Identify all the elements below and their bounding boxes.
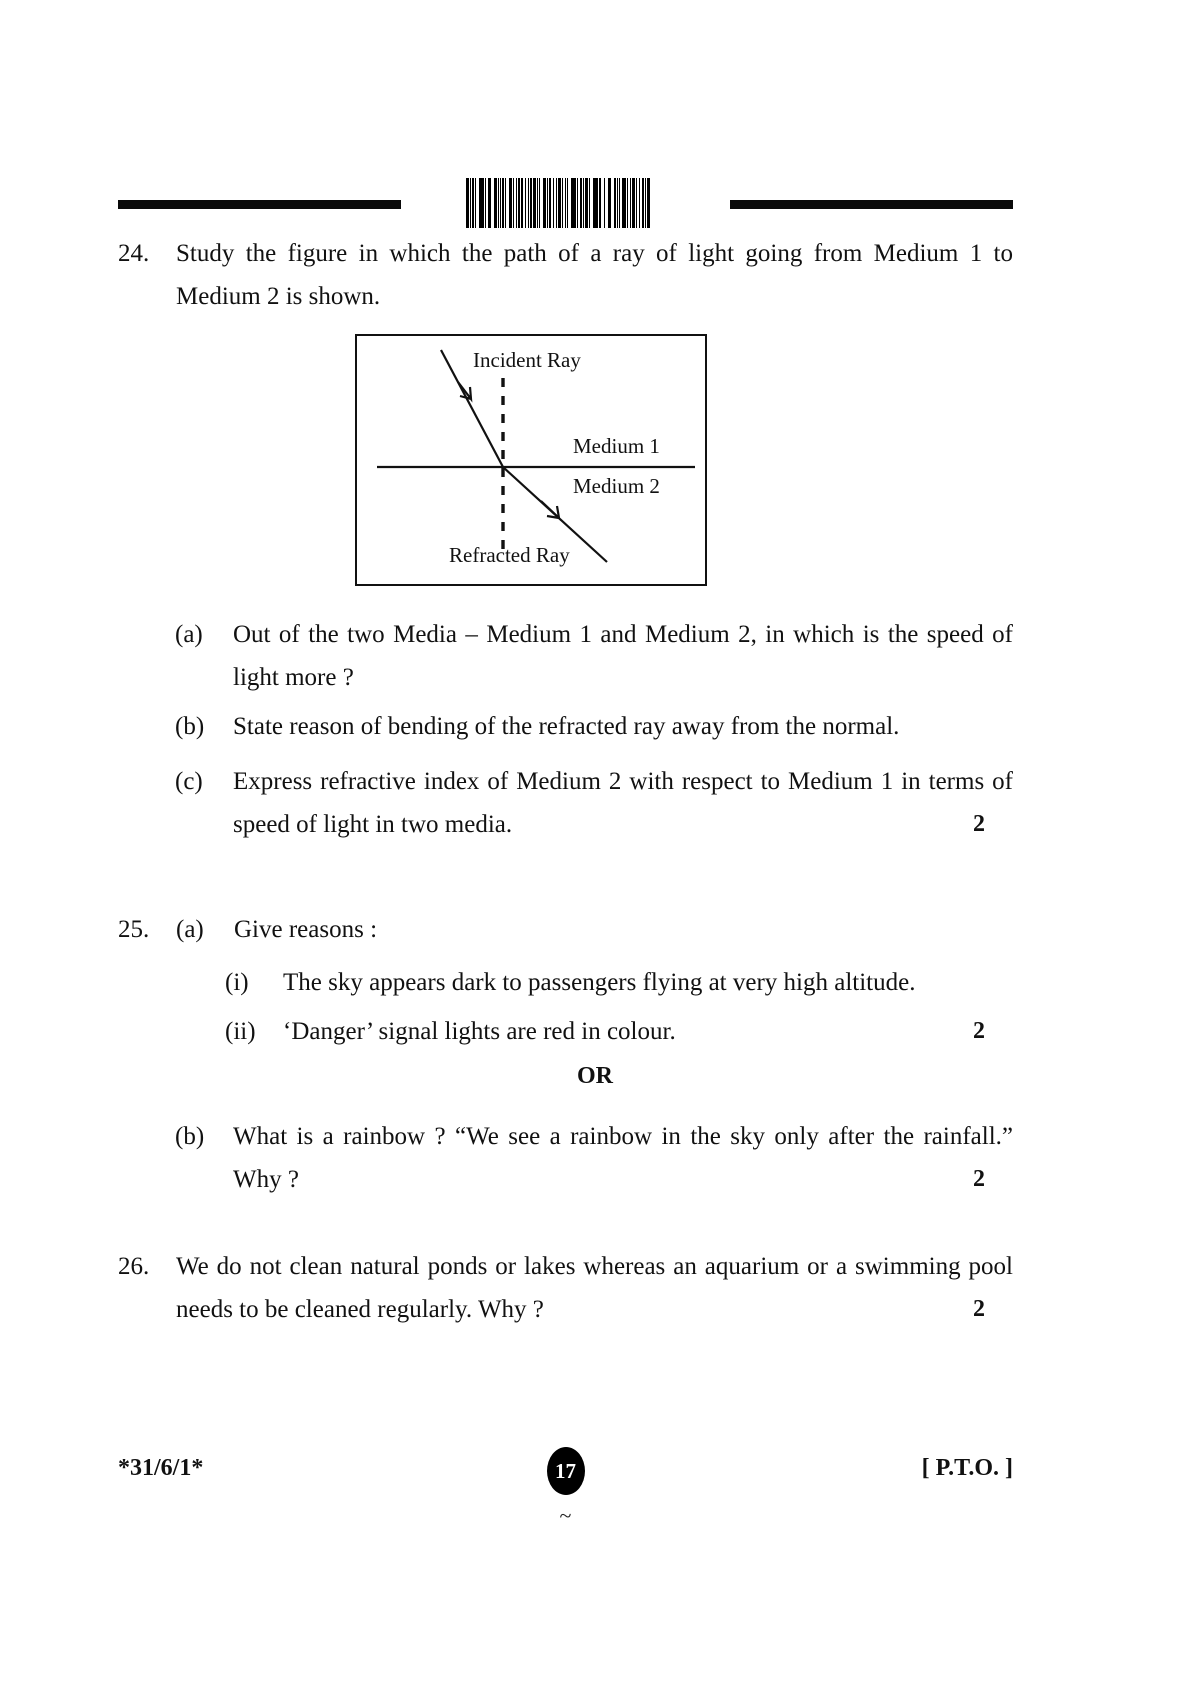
question-26-row [118,1245,1013,1331]
question-25-part-b-marks: 2 [973,1166,985,1192]
page-number-badge: 17 [547,1447,585,1495]
question-24-number: 24. [118,240,150,267]
paper-code: *31/6/1* [118,1455,204,1481]
question-25-subpart-i-text: The sky appears dark to passengers flying at very high altitude. [283,969,916,996]
question-24-stem: Study the figure in which the path of a ray of light going from Medium 1 to Medium 2 is shown. [176,240,1013,310]
question-26-number: 26. [118,1253,150,1280]
question-25-part-b-label: (b) [175,1123,205,1150]
or-separator: OR [577,1063,613,1089]
incident-ray-label: Incident Ray [473,348,581,372]
question-24-part-a-row [175,613,1013,699]
question-25-part-b-row [175,1115,1013,1201]
question-24-part-a-label: (a) [175,621,203,648]
incident-ray-arrowhead [458,382,471,399]
tilde-mark: ~ [559,1503,572,1528]
question-24-marks: 2 [973,811,985,837]
question-25-subpart-i-row [225,961,1013,1004]
question-25-subpart-i-label: (i) [225,969,249,996]
question-24-part-b-row [175,705,1013,748]
refraction-figure [355,334,707,586]
refracted-ray-arrowhead [541,501,559,518]
question-25-part-a-text: Give reasons : [234,916,378,943]
question-25-subpart-ii-text: ‘Danger’ signal lights are red in colour. [283,1018,676,1045]
question-25-part-b-text: What is a rainbow ? “We see a rainbow in the sky only after the rainfall.” Why ? [233,1123,1013,1193]
question-25-part-a-label: (a) [176,916,204,943]
page-footer [118,1455,1013,1555]
page-header [118,178,1013,234]
question-24-part-c-label: (c) [175,768,203,795]
question-24-stem-row [118,232,1013,318]
question-26-marks: 2 [973,1296,985,1322]
question-26-text: We do not clean natural ponds or lakes whereas an aquarium or a swimming pool needs to be cleaned regularly. Why ? [176,1253,1013,1323]
header-rule-left [118,200,401,209]
medium-1-label: Medium 1 [573,434,660,458]
question-25-subpart-ii-label: (ii) [225,1018,256,1045]
question-24-part-c-text: Express refractive index of Medium 2 with respect to Medium 1 in terms of speed of light in two media. [233,768,1013,838]
question-25-number: 25. [118,916,150,943]
question-24-part-b-text: State reason of bending of the refracted ray away from the normal. [233,713,900,740]
question-25-subpart-ii-marks: 2 [973,1018,985,1044]
medium-2-label: Medium 2 [573,474,660,498]
question-24-part-c-row [175,760,1013,846]
question-24-part-a-text: Out of the two Media – Medium 1 and Medium 2, in which is the speed of light more ? [233,621,1013,691]
question-24-part-b-label: (b) [175,713,205,740]
pto-label: [ P.T.O. ] [921,1455,1013,1481]
refracted-ray-label: Refracted Ray [449,543,570,567]
question-25-part-a-row [118,908,1013,951]
barcode [466,178,652,228]
header-rule-right [730,200,1013,209]
question-25-subpart-ii-row [225,1010,1013,1053]
